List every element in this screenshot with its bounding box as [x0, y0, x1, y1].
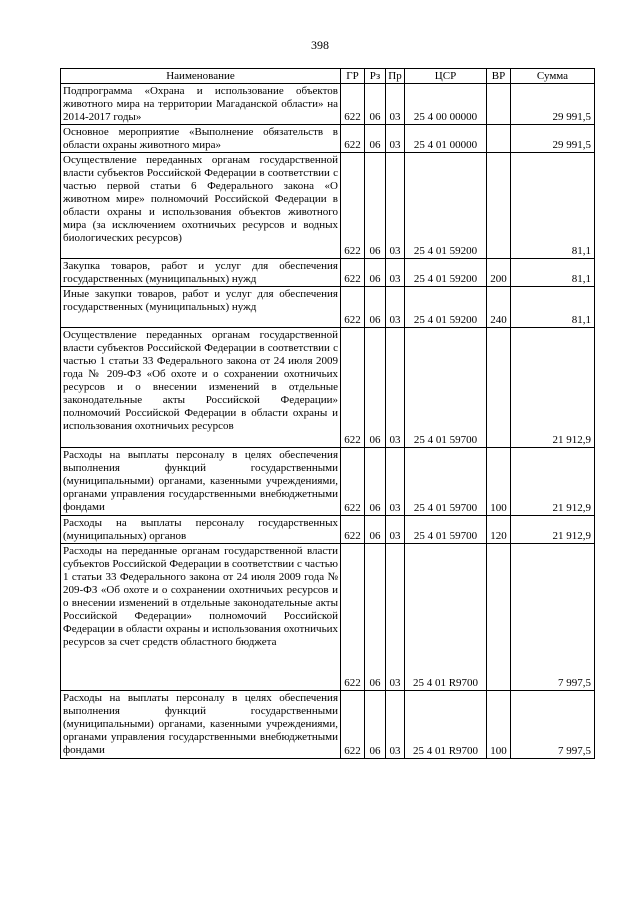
- cell-gr: 622: [341, 328, 365, 448]
- cell-vr: 240: [487, 287, 511, 328]
- cell-sum: 21 912,9: [511, 448, 595, 516]
- cell-csr: 25 4 01 R9700: [405, 691, 487, 759]
- cell-csr: 25 4 01 R9700: [405, 544, 487, 691]
- table-row: [61, 691, 595, 759]
- cell-name: Расходы на переданные органам государственной власти субъектов Российской Федерации в соответствии с частью 1 статьи 33 Федерального закона от 24 июля 2009 года № 209-ФЗ «Об охоте и о сохранении охотничьих ресурсов и о внесении изменений в отдельные законодательные акты Российской Федерации» полномочий Российской Федерации в области охраны и использования охотничьих ресурсов за счет средств областного бюджета: [61, 544, 341, 691]
- cell-pr: 03: [386, 287, 405, 328]
- cell-csr: 25 4 01 59700: [405, 328, 487, 448]
- cell-sum: 81,1: [511, 259, 595, 287]
- table-row: [61, 328, 595, 448]
- cell-gr: 622: [341, 259, 365, 287]
- cell-pr: 03: [386, 691, 405, 759]
- cell-gr: 622: [341, 448, 365, 516]
- cell-pr: 03: [386, 328, 405, 448]
- cell-rz: 06: [365, 125, 386, 153]
- cell-rz: 06: [365, 328, 386, 448]
- cell-gr: 622: [341, 544, 365, 691]
- cell-csr: 25 4 00 00000: [405, 84, 487, 125]
- page-number: 398: [311, 38, 329, 52]
- cell-pr: 03: [386, 544, 405, 691]
- cell-vr: [487, 125, 511, 153]
- table-row: [61, 287, 595, 328]
- cell-pr: 03: [386, 516, 405, 544]
- cell-rz: 06: [365, 153, 386, 259]
- cell-name: Осуществление переданных органам государственной власти субъектов Российской Федерации в соответствии с частью первой статьи 6 Федерального закона «О животном мире» полномочий Российской Федерации в области охраны и использования объектов животного мира (за исключением охотничьих ресурсов и водных биологических ресурсов): [61, 153, 341, 259]
- cell-vr: 100: [487, 448, 511, 516]
- cell-gr: 622: [341, 84, 365, 125]
- cell-pr: 03: [386, 125, 405, 153]
- cell-vr: 100: [487, 691, 511, 759]
- cell-sum: 29 991,5: [511, 84, 595, 125]
- table-row: [61, 153, 595, 259]
- cell-sum: 81,1: [511, 153, 595, 259]
- cell-pr: 03: [386, 84, 405, 125]
- cell-name: Осуществление переданных органам государственной власти субъектов Российской Федерации в соответствии с частью 1 статьи 33 Федерального закона от 24 июля 2009 года № 209-ФЗ «Об охоте и о сохранении охотничьих ресурсов и о внесении изменений в отдельные законодательные акты Российской Федерации» полномочий Российской Федерации в области охраны и использования охотничьих ресурсов: [61, 328, 341, 448]
- cell-gr: 622: [341, 691, 365, 759]
- header-sum: Сумма: [511, 69, 595, 84]
- header-csr: ЦСР: [405, 69, 487, 84]
- cell-vr: [487, 84, 511, 125]
- cell-csr: 25 4 01 59700: [405, 516, 487, 544]
- header-name: Наименование: [61, 69, 341, 84]
- cell-name: Расходы на выплаты персоналу в целях обеспечения выполнения функций государственными (муниципальными) органами, казенными учреждениями, органами управления государственными внебюджетными фондами: [61, 448, 341, 516]
- cell-pr: 03: [386, 259, 405, 287]
- cell-vr: [487, 153, 511, 259]
- cell-gr: 622: [341, 153, 365, 259]
- cell-sum: 21 912,9: [511, 516, 595, 544]
- table-header-row: [61, 69, 595, 84]
- table-row: [61, 544, 595, 691]
- cell-vr: [487, 328, 511, 448]
- cell-sum: 29 991,5: [511, 125, 595, 153]
- cell-rz: 06: [365, 259, 386, 287]
- header-vr: ВР: [487, 69, 511, 84]
- table-row: [61, 259, 595, 287]
- cell-rz: 06: [365, 84, 386, 125]
- cell-pr: 03: [386, 448, 405, 516]
- cell-csr: 25 4 01 59200: [405, 259, 487, 287]
- cell-rz: 06: [365, 691, 386, 759]
- cell-name: Расходы на выплаты персоналу государственных (муниципальных) органов: [61, 516, 341, 544]
- cell-gr: 622: [341, 125, 365, 153]
- header-rz: Рз: [365, 69, 386, 84]
- cell-sum: 21 912,9: [511, 328, 595, 448]
- cell-name: Закупка товаров, работ и услуг для обеспечения государственных (муниципальных) нужд: [61, 259, 341, 287]
- cell-sum: 7 997,5: [511, 691, 595, 759]
- budget-table: [60, 68, 595, 759]
- cell-gr: 622: [341, 516, 365, 544]
- cell-pr: 03: [386, 153, 405, 259]
- cell-csr: 25 4 01 00000: [405, 125, 487, 153]
- cell-vr: [487, 544, 511, 691]
- cell-name: Основное мероприятие «Выполнение обязательств в области охраны животного мира»: [61, 125, 341, 153]
- header-gr: ГР: [341, 69, 365, 84]
- table-row: [61, 84, 595, 125]
- cell-vr: 120: [487, 516, 511, 544]
- cell-vr: 200: [487, 259, 511, 287]
- cell-csr: 25 4 01 59200: [405, 287, 487, 328]
- cell-rz: 06: [365, 448, 386, 516]
- table-row: [61, 516, 595, 544]
- cell-csr: 25 4 01 59700: [405, 448, 487, 516]
- cell-csr: 25 4 01 59200: [405, 153, 487, 259]
- cell-name: Иные закупки товаров, работ и услуг для обеспечения государственных (муниципальных) нужд: [61, 287, 341, 328]
- cell-sum: 7 997,5: [511, 544, 595, 691]
- table-row: [61, 448, 595, 516]
- cell-rz: 06: [365, 544, 386, 691]
- table-row: [61, 125, 595, 153]
- cell-rz: 06: [365, 516, 386, 544]
- cell-gr: 622: [341, 287, 365, 328]
- cell-name: Подпрограмма «Охрана и использование объектов животного мира на территории Магаданской области» на 2014-2017 годы»: [61, 84, 341, 125]
- cell-name: Расходы на выплаты персоналу в целях обеспечения выполнения функций государственными (муниципальными) органами, казенными учреждениями, органами управления государственными внебюджетными фондами: [61, 691, 341, 759]
- cell-sum: 81,1: [511, 287, 595, 328]
- cell-rz: 06: [365, 287, 386, 328]
- header-pr: Пр: [386, 69, 405, 84]
